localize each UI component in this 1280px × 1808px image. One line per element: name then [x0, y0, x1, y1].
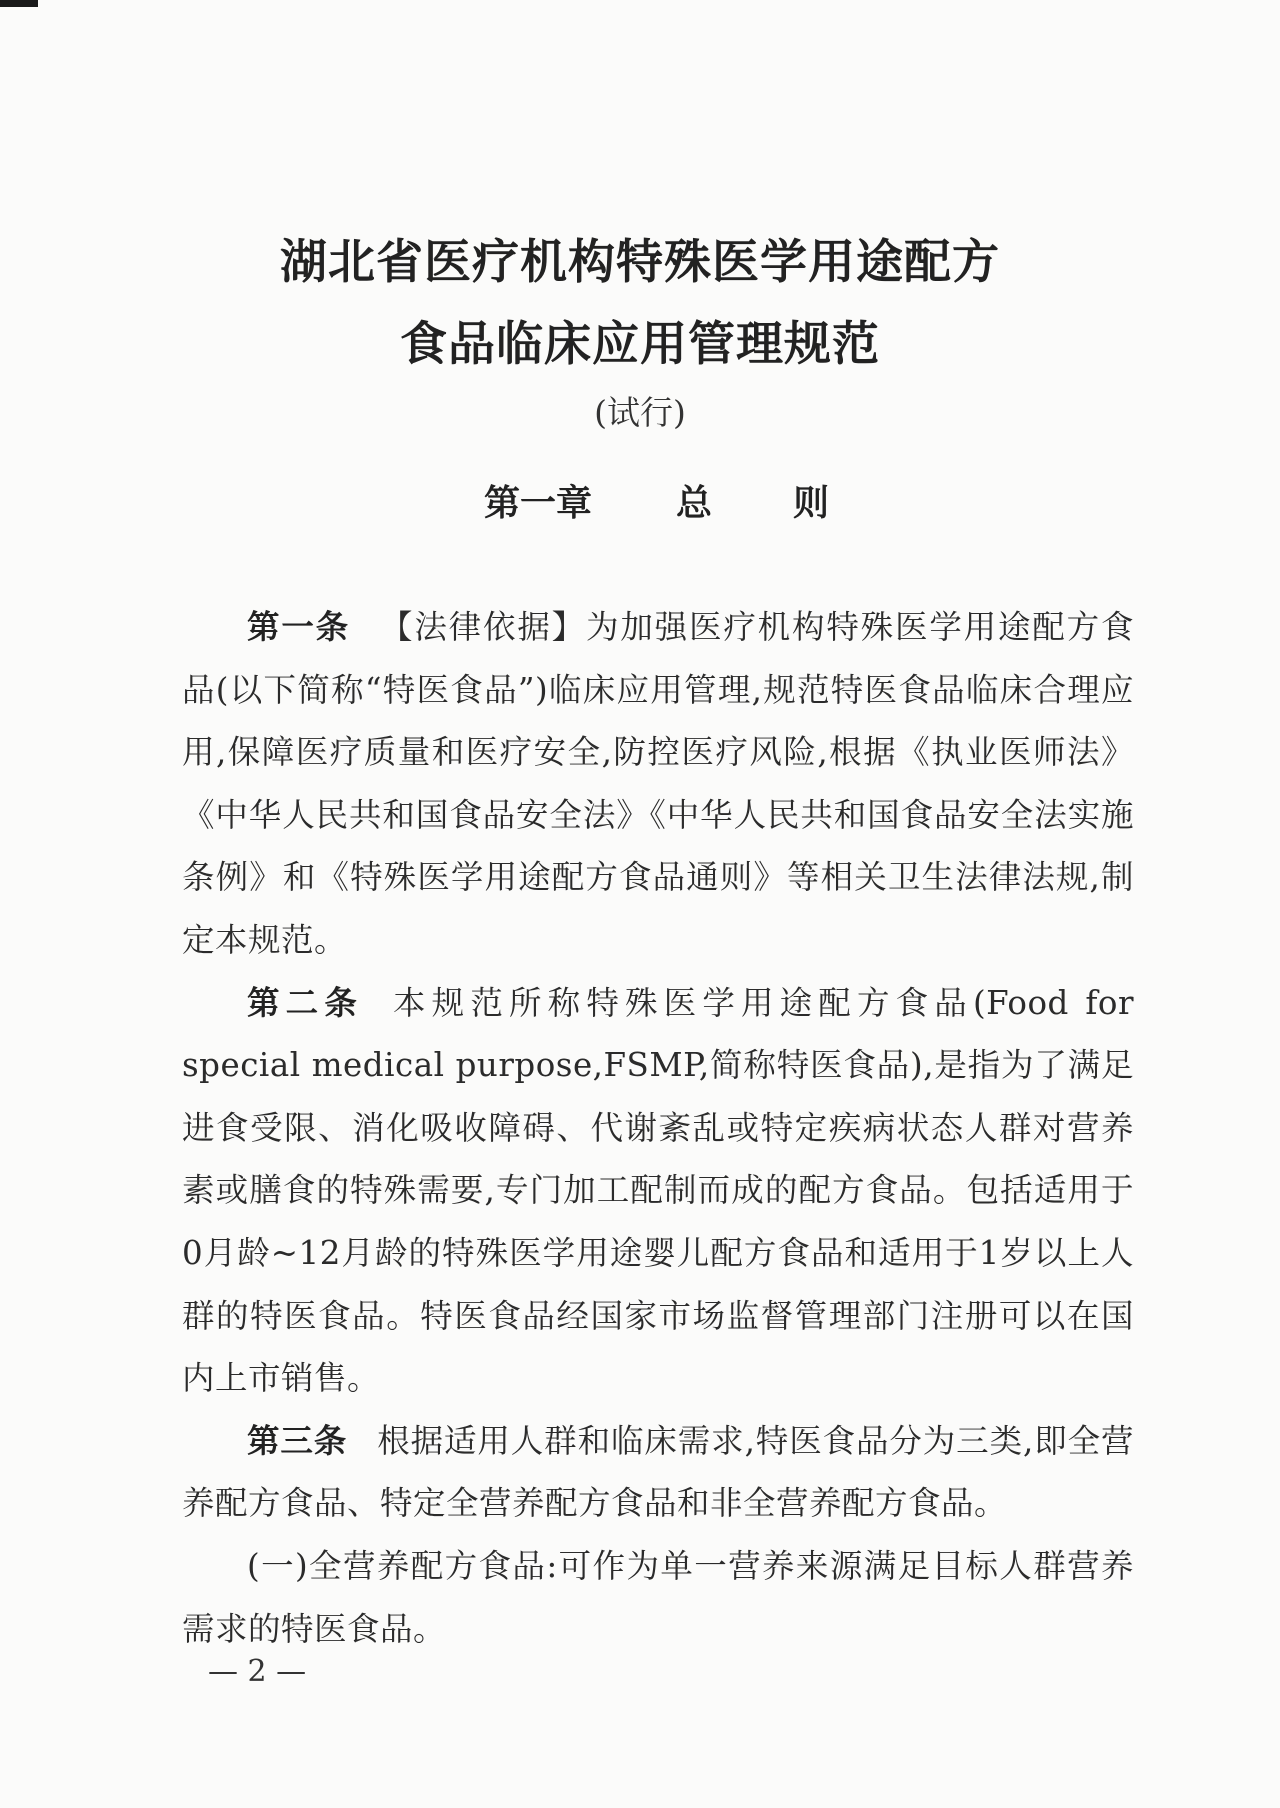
- document-title-line-1: 湖北省医疗机构特殊医学用途配方: [280, 235, 1000, 290]
- article-2-text: 本规范所称特殊医学用途配方食品(Food for special medical purpose,FSMP,简称特医食品),是指为了满足进食受限、消化吸收障碍、代谢紊乱或特定疾病状态人群对营养素或膳食的特殊需要,专门加工配制而成的配方食品。包括适用于0月龄~12月龄的特殊医学用途婴儿配方食品和适用于1岁以上人群的特医食品。特医食品经国家市场监督管理部门注册可以在国内上市销售。: [182, 983, 1134, 1398]
- chapter-number: 第一章: [484, 483, 593, 524]
- document-subtitle: (试行): [594, 393, 686, 432]
- article-3-text: 根据适用人群和临床需求,特医食品分为三类,即全营养配方食品、特定全营养配方食品和非全营养配方食品。: [182, 1421, 1134, 1523]
- article-1-label: 第一条: [247, 608, 350, 646]
- document-body: [182, 596, 1134, 1660]
- article-3: [182, 1410, 1134, 1535]
- article-3-label: 第三条: [247, 1421, 348, 1460]
- title-block: [0, 222, 1280, 440]
- document-title-line-2: 食品临床应用管理规范: [400, 317, 880, 372]
- article-1-text: 【法律依据】为加强医疗机构特殊医学用途配方食品(以下简称“特医食品”)临床应用管理,规范特医食品临床合理应用,保障医疗质量和医疗安全,防控医疗风险,根据《执业医师法》《中华人民共和国食品安全法》《中华人民共和国食品安全法实施条例》和《特殊医学用途配方食品通则》等相关卫生法律法规,制定本规范。: [182, 608, 1134, 959]
- article-3-item-1-text: (一)全营养配方食品:可作为单一营养来源满足目标人群营养需求的特医食品。: [182, 1546, 1134, 1648]
- article-1: [182, 596, 1134, 972]
- article-2-label: 第二条: [247, 983, 363, 1022]
- scan-corner-mark: [0, 0, 38, 7]
- article-2: [182, 972, 1134, 1410]
- chapter-title-word-1: 总: [676, 483, 713, 524]
- page-number: — 2 —: [208, 1654, 307, 1689]
- chapter-heading: [0, 476, 1280, 532]
- article-3-item-1: [182, 1535, 1134, 1660]
- chapter-title-word-2: 则: [793, 483, 830, 524]
